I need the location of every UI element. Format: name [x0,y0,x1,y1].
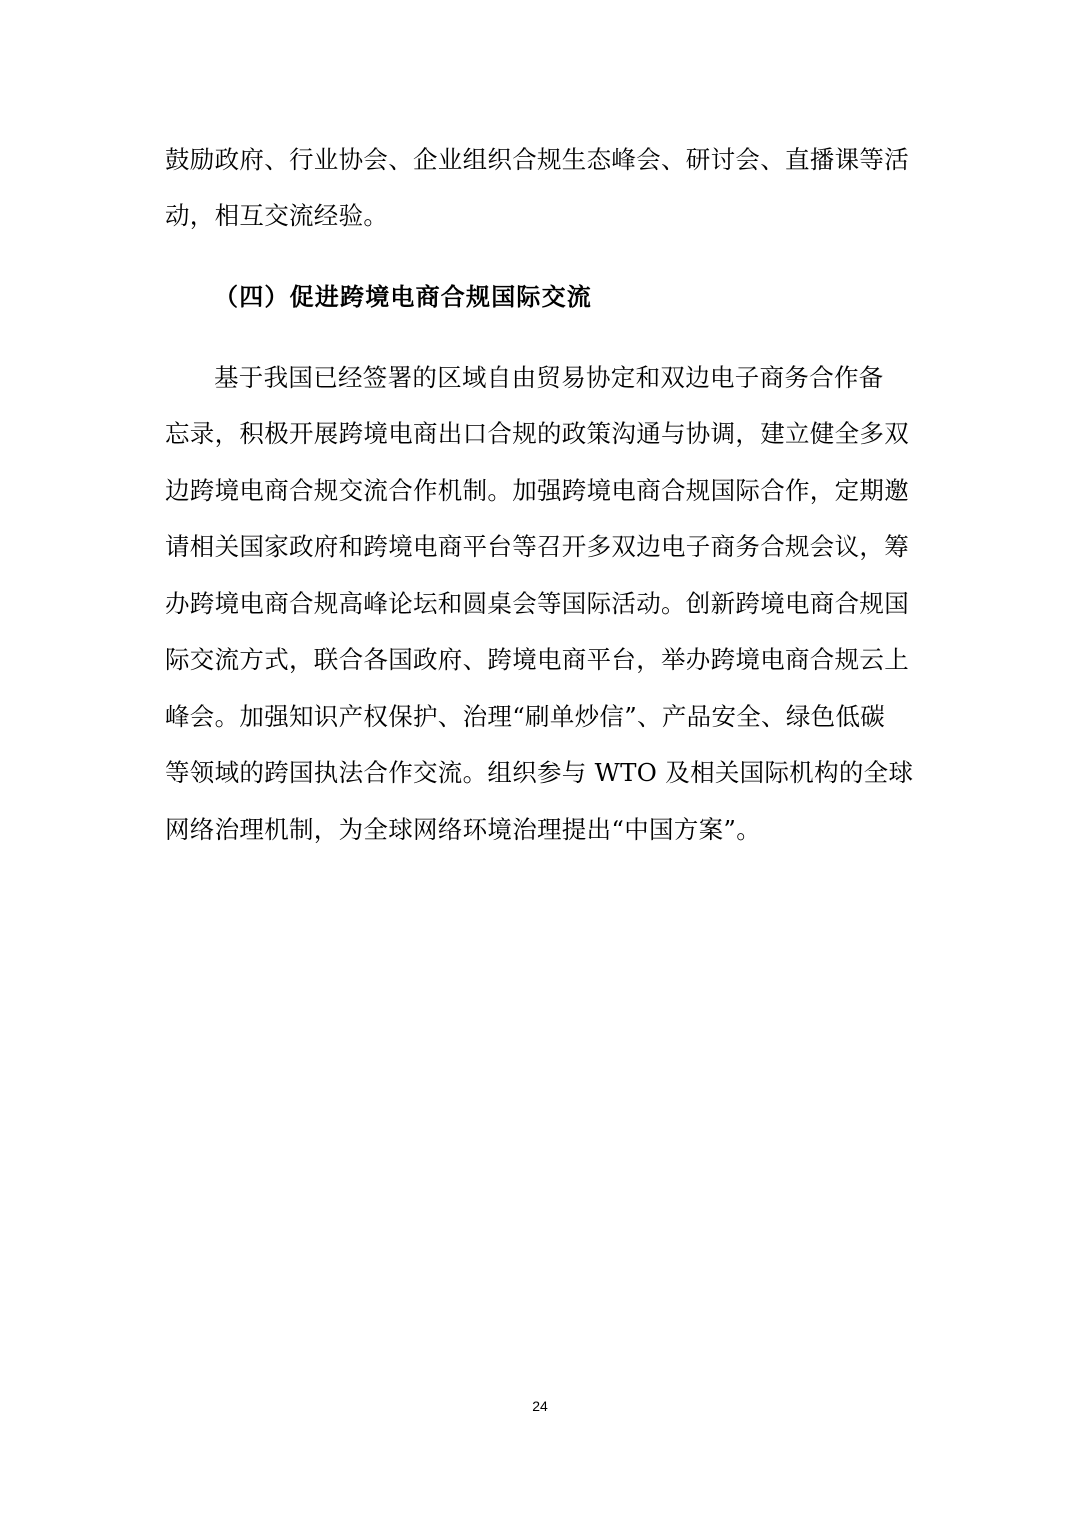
body-text-line: 办跨境电商合规高峰论坛和圆桌会等国际活动。创新跨境电商合规国 [165,589,909,618]
body-text-line: 等领域的跨国执法合作交流。组织参与 WTO 及相关国际机构的全球 [165,758,914,787]
body-text-line: 动，相互交流经验。 [165,201,389,230]
body-text-line: 网络治理机制，为全球网络环境治理提出“中国方案”。 [165,815,762,844]
body-text-line: 忘录，积极开展跨境电商出口合规的政策沟通与协调，建立健全多双 [165,419,909,448]
section-heading: （四）促进跨境电商合规国际交流 [214,282,592,311]
body-text-line: 鼓励政府、行业协会、企业组织合规生态峰会、研讨会、直播课等活 [165,145,909,174]
body-text-line: 基于我国已经签署的区域自由贸易协定和双边电子商务合作备 [214,363,884,392]
page-number: 24 [532,1398,548,1414]
body-text-line: 请相关国家政府和跨境电商平台等召开多双边电子商务合规会议，筹 [165,532,909,561]
body-text-line: 际交流方式，联合各国政府、跨境电商平台，举办跨境电商合规云上 [165,645,909,674]
body-text-line: 边跨境电商合规交流合作机制。加强跨境电商合规国际合作，定期邀 [165,476,909,505]
body-text-line: 峰会。加强知识产权保护、治理“刷单炒信”、产品安全、绿色低碳 [165,702,886,731]
